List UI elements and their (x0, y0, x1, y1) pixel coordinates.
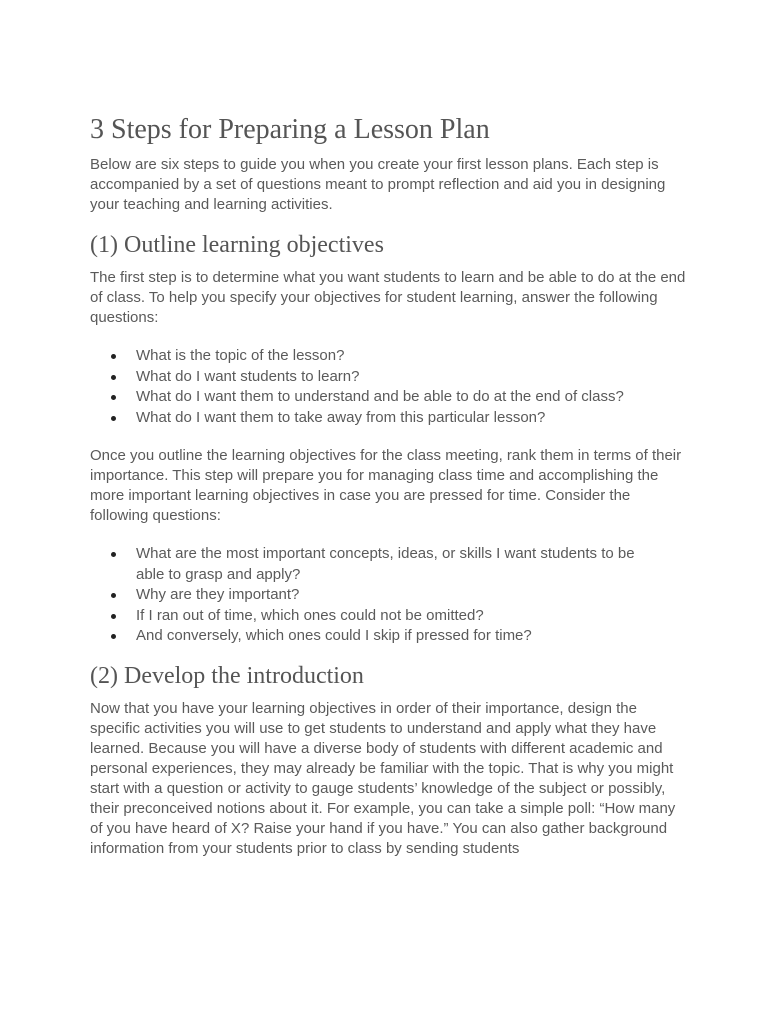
objectives-question-list (90, 346, 690, 428)
list-item: Why are they important? (136, 585, 690, 606)
document-page (90, 112, 690, 859)
priority-question-list (90, 544, 690, 647)
list-item: What are the most important concepts, ideas, or skills I want students to be able to grasp and apply? (136, 544, 690, 585)
list-item: What do I want them to understand and be able to do at the end of class? (136, 387, 690, 408)
list-item: If I ran out of time, which ones could not be omitted? (136, 606, 690, 627)
section-1-paragraph-1: The first step is to determine what you want students to learn and be able to do at the end of class. To help you specify your objectives for student learning, answer the following questions: (90, 269, 686, 326)
section-2-heading: (2) Develop the introduction (90, 662, 364, 689)
intro-paragraph: Below are six steps to guide you when you create your first lesson plans. Each step is accompanied by a set of questions meant to prompt reflection and aid you in designing your teaching and learning activities. (90, 156, 666, 213)
section-1-heading: (1) Outline learning objectives (90, 232, 384, 258)
section-2-paragraph-1: Now that you have your learning objectives in order of their importance, design the specific activities you will use to get students to understand and apply what they have learned. Because you will have a diverse body of students with different academic and personal experiences, they may already be familiar with the topic. That is why you might start with a question or activity to gauge students’ knowledge of the subject or possibly, their preconceived notions about it. For example, you can take a simple poll: “How many of you have heard of X? Raise your hand if you have.” You can also gather background information from your students prior to class by sending students (90, 699, 676, 857)
list-item: What do I want students to learn? (136, 367, 690, 388)
list-item: What is the topic of the lesson? (136, 346, 690, 367)
list-item: And conversely, which ones could I skip if pressed for time? (136, 626, 690, 647)
page-title: 3 Steps for Preparing a Lesson Plan (90, 114, 490, 145)
section-1-paragraph-2: Once you outline the learning objectives for the class meeting, rank them in terms of their importance. This step will prepare you for managing class time and accomplishing the more important learning objectives in case you are pressed for time. Consider the following questions: (90, 447, 682, 524)
list-item: What do I want them to take away from this particular lesson? (136, 408, 690, 429)
